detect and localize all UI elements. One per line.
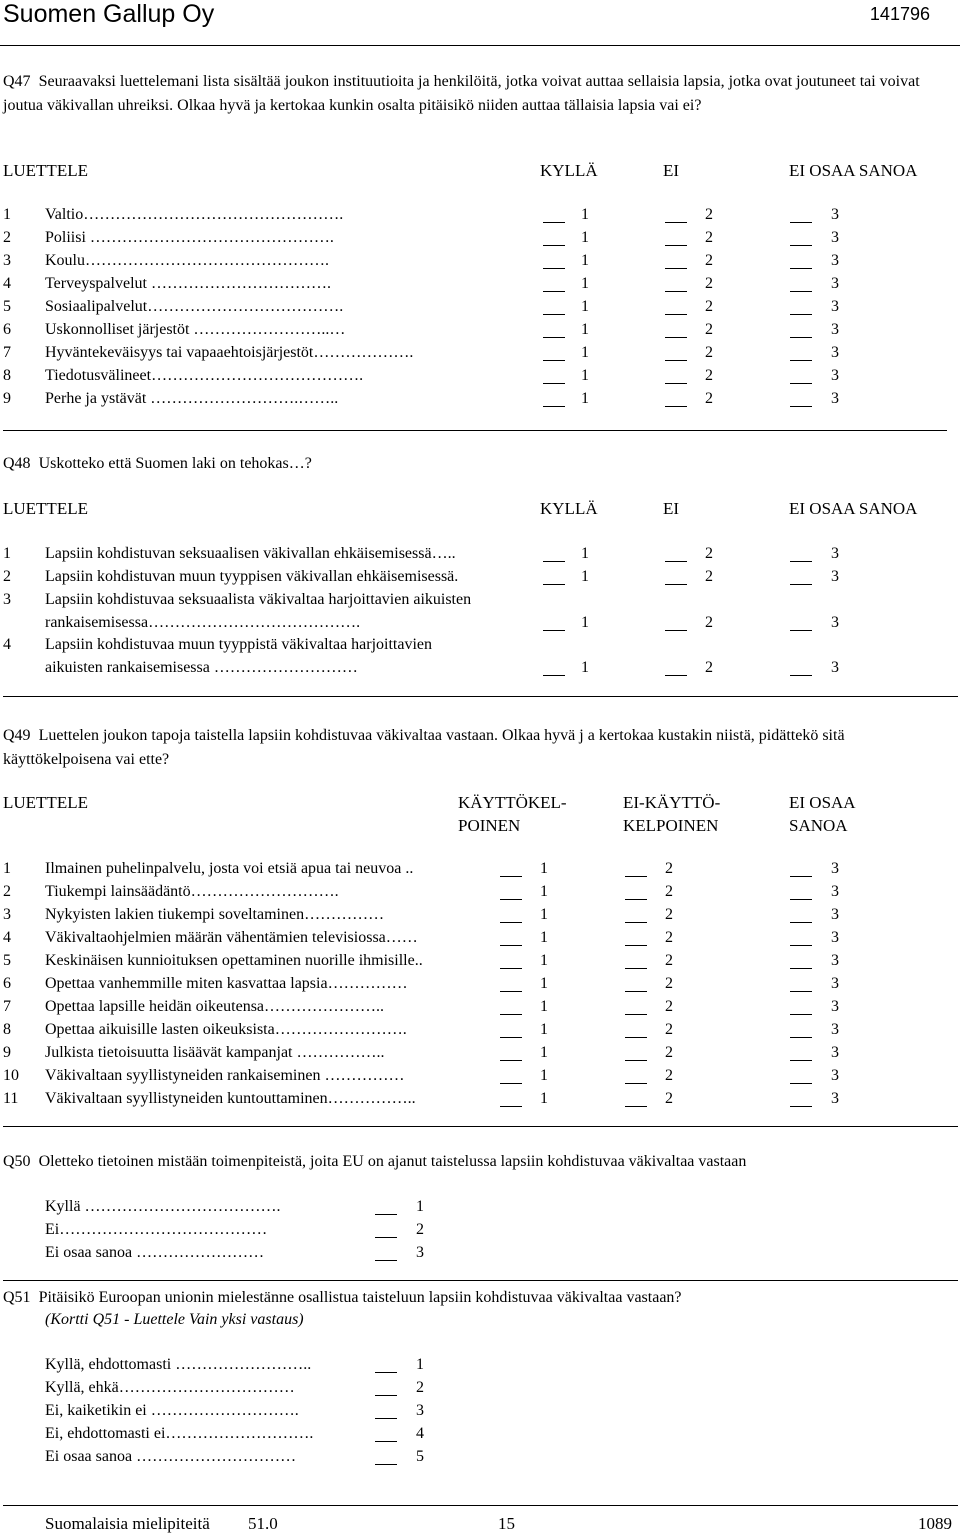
- option-label: Kyllä ……………………………….: [45, 1198, 281, 1215]
- answer-code: 2: [665, 1044, 673, 1061]
- answer-code: 1: [581, 344, 589, 361]
- row-number: 1: [3, 860, 11, 877]
- answer-code: 2: [665, 975, 673, 992]
- answer-blank[interactable]: [790, 862, 812, 877]
- q47-col-ei: EI: [663, 161, 680, 180]
- row-label-cont: rankaisemisessa………………………………….: [45, 614, 361, 631]
- answer-blank[interactable]: [665, 208, 687, 223]
- answer-blank[interactable]: [790, 547, 812, 562]
- answer-code: 2: [665, 952, 673, 969]
- answer-blank[interactable]: [625, 1092, 647, 1107]
- option-label: Ei, kaiketikin ei ……………………….: [45, 1402, 299, 1419]
- row-number: 2: [3, 229, 11, 246]
- answer-blank[interactable]: [543, 277, 565, 292]
- answer-code: 1: [581, 659, 589, 676]
- answer-code: 3: [831, 568, 839, 585]
- answer-code: 2: [665, 1090, 673, 1107]
- answer-blank[interactable]: [790, 254, 812, 269]
- row-number: 9: [3, 1044, 11, 1061]
- answer-code: 1: [581, 321, 589, 338]
- row-label: Ilmainen puhelinpalvelu, josta voi etsiä apua tai neuvoa ..: [45, 860, 414, 877]
- q51-note: (Kortti Q51 - Luettele Vain yksi vastaus): [45, 1311, 304, 1328]
- row-number: 4: [3, 929, 11, 946]
- row-label: Julkista tietoisuutta lisäävät kampanjat ……………..: [45, 1044, 385, 1061]
- q48-col-eos: EI OSAA SANOA: [789, 499, 918, 518]
- answer-code: 3: [831, 1044, 839, 1061]
- answer-blank[interactable]: [625, 1023, 647, 1038]
- answer-blank[interactable]: [543, 547, 565, 562]
- row-label: Perhe ja ystävät ……………………….……..: [45, 390, 339, 407]
- row-label: Nykyisten lakien tiukempi soveltaminen……………: [45, 906, 385, 923]
- row-number: 3: [3, 252, 11, 269]
- answer-code: 1: [581, 298, 589, 315]
- answer-code: 1: [540, 883, 548, 900]
- option-code: 3: [416, 1244, 424, 1261]
- q49-col1-line2: POINEN: [458, 816, 521, 835]
- q50-id: Q50: [3, 1153, 31, 1170]
- answer-blank[interactable]: [665, 323, 687, 338]
- answer-blank[interactable]: [543, 300, 565, 315]
- document-code: 141796: [869, 4, 930, 24]
- answer-blank[interactable]: [790, 1046, 812, 1061]
- answer-blank[interactable]: [543, 208, 565, 223]
- answer-code: 3: [831, 1021, 839, 1038]
- option-label: Ei, ehdottomasti ei……………………….: [45, 1425, 314, 1442]
- answer-code: 3: [831, 1067, 839, 1084]
- answer-blank[interactable]: [790, 231, 812, 246]
- answer-blank[interactable]: [543, 346, 565, 361]
- answer-code: 2: [705, 298, 713, 315]
- answer-blank[interactable]: [665, 300, 687, 315]
- answer-code: 1: [540, 860, 548, 877]
- answer-blank[interactable]: [625, 885, 647, 900]
- answer-code: 3: [831, 1090, 839, 1107]
- answer-blank[interactable]: [665, 547, 687, 562]
- row-number: 4: [3, 275, 11, 292]
- q47-col-eos: EI OSAA SANOA: [789, 161, 918, 180]
- answer-code: 1: [581, 252, 589, 269]
- answer-code: 1: [581, 390, 589, 407]
- row-number: 7: [3, 344, 11, 361]
- q48-col-kylla: KYLLÄ: [540, 499, 598, 518]
- answer-blank[interactable]: [790, 323, 812, 338]
- row-number: 4: [3, 636, 11, 653]
- row-label-cont: aikuisten rankaisemisessa ………………………: [45, 659, 358, 676]
- answer-code: 2: [705, 206, 713, 223]
- answer-blank[interactable]: [790, 661, 812, 676]
- answer-blank[interactable]: [625, 1046, 647, 1061]
- row-number: 1: [3, 206, 11, 223]
- option-code: 1: [416, 1198, 424, 1215]
- row-number: 5: [3, 298, 11, 315]
- q48-col-ei: EI: [663, 499, 680, 518]
- answer-blank[interactable]: [375, 1223, 397, 1238]
- footer-code: 1089: [918, 1514, 952, 1533]
- answer-code: 3: [831, 298, 839, 315]
- option-code: 5: [416, 1448, 424, 1465]
- answer-blank[interactable]: [500, 1046, 522, 1061]
- row-label: Sosiaalipalvelut……………………………….: [45, 298, 344, 315]
- answer-code: 1: [540, 906, 548, 923]
- q49-text: Luettelen joukon tapoja taistella lapsiin kohdistuvaa väkivaltaa vastaan. Olkaa hyvä j a kertokaa kustakin niistä, pidättekö sitä käyttökelpoisena vai ette?: [3, 727, 845, 768]
- answer-code: 1: [581, 367, 589, 384]
- answer-code: 2: [665, 998, 673, 1015]
- answer-code: 3: [831, 952, 839, 969]
- answer-blank[interactable]: [375, 1404, 397, 1419]
- row-number: 3: [3, 906, 11, 923]
- row-label: Koulu……………………………………….: [45, 252, 329, 269]
- answer-blank[interactable]: [375, 1381, 397, 1396]
- answer-code: 2: [665, 883, 673, 900]
- row-label: Keskinäisen kunnioituksen opettaminen nuorille ihmisille..: [45, 952, 423, 969]
- answer-blank[interactable]: [625, 908, 647, 923]
- answer-code: 1: [540, 975, 548, 992]
- answer-blank[interactable]: [665, 570, 687, 585]
- answer-blank[interactable]: [625, 977, 647, 992]
- answer-blank[interactable]: [790, 1092, 812, 1107]
- row-label: Tiukempi lainsäädäntö……………………….: [45, 883, 339, 900]
- row-label: Hyväntekeväisyys tai vapaaehtoisjärjestöt……………….: [45, 344, 414, 361]
- option-code: 3: [416, 1402, 424, 1419]
- row-number: 2: [3, 883, 11, 900]
- answer-blank[interactable]: [500, 1069, 522, 1084]
- answer-blank[interactable]: [665, 616, 687, 631]
- answer-blank[interactable]: [543, 369, 565, 384]
- answer-code: 1: [540, 1044, 548, 1061]
- option-label: Ei osaa sanoa …………………………: [45, 1448, 297, 1465]
- option-label: Ei…………………………………: [45, 1221, 268, 1238]
- q50-rule: [3, 1280, 958, 1281]
- answer-blank[interactable]: [665, 392, 687, 407]
- row-label: Valtio………………………………………….: [45, 206, 344, 223]
- row-label: Poliisi ……………………………………….: [45, 229, 334, 246]
- answer-blank[interactable]: [665, 661, 687, 676]
- answer-blank[interactable]: [790, 1000, 812, 1015]
- answer-blank[interactable]: [665, 231, 687, 246]
- answer-blank[interactable]: [790, 977, 812, 992]
- answer-code: 1: [581, 614, 589, 631]
- row-number: 9: [3, 390, 11, 407]
- answer-code: 1: [581, 545, 589, 562]
- row-label: Lapsiin kohdistuvan seksuaalisen väkivallan ehkäisemisessä…..: [45, 545, 456, 562]
- answer-code: 2: [705, 275, 713, 292]
- row-label: Väkivaltaan syyllistyneiden rankaiseminen ……………: [45, 1067, 405, 1084]
- answer-blank[interactable]: [375, 1358, 397, 1373]
- q51-text: Pitäisikö Euroopan unionin mielestänne osallistua taisteluun lapsiin kohdistuvaa väkivaltaa vastaan?: [38, 1289, 682, 1306]
- option-code: 1: [416, 1356, 424, 1373]
- answer-blank[interactable]: [543, 570, 565, 585]
- row-number: 2: [3, 568, 11, 585]
- q49-id: Q49: [3, 727, 31, 744]
- answer-code: 3: [831, 860, 839, 877]
- answer-code: 1: [581, 229, 589, 246]
- answer-blank[interactable]: [790, 616, 812, 631]
- q47-rule: [3, 430, 947, 431]
- q49-col3-line2: SANOA: [789, 816, 848, 835]
- header-rule: [0, 45, 960, 46]
- option-code: 4: [416, 1425, 424, 1442]
- q51-id: Q51: [3, 1289, 31, 1306]
- answer-blank[interactable]: [790, 931, 812, 946]
- answer-code: 1: [581, 568, 589, 585]
- row-number: 11: [3, 1090, 19, 1107]
- q49-col2-line1: EI-KÄYTTÖ-: [623, 793, 721, 812]
- answer-blank[interactable]: [543, 661, 565, 676]
- answer-blank[interactable]: [500, 977, 522, 992]
- q47-question: [3, 70, 953, 118]
- row-label: Lapsiin kohdistuvan muun tyyppisen väkivallan ehkäisemisessä.: [45, 568, 459, 585]
- answer-blank[interactable]: [790, 369, 812, 384]
- answer-blank[interactable]: [790, 277, 812, 292]
- answer-blank[interactable]: [500, 1023, 522, 1038]
- row-number: 5: [3, 952, 11, 969]
- q47-col-kylla: KYLLÄ: [540, 161, 598, 180]
- answer-blank[interactable]: [625, 862, 647, 877]
- option-label: Kyllä, ehkä……………………………: [45, 1379, 295, 1396]
- answer-code: 3: [831, 998, 839, 1015]
- footer-rule: [3, 1505, 958, 1506]
- answer-code: 2: [705, 252, 713, 269]
- row-label: Väkivaltaohjelmien määrän vähentämien televisiossa……: [45, 929, 418, 946]
- answer-blank[interactable]: [625, 954, 647, 969]
- answer-blank[interactable]: [543, 616, 565, 631]
- answer-blank[interactable]: [790, 954, 812, 969]
- answer-blank[interactable]: [543, 254, 565, 269]
- answer-blank[interactable]: [500, 931, 522, 946]
- answer-code: 3: [831, 614, 839, 631]
- row-number: 8: [3, 1021, 11, 1038]
- answer-blank[interactable]: [543, 392, 565, 407]
- q47-id: Q47: [3, 73, 31, 90]
- answer-code: 1: [540, 998, 548, 1015]
- answer-code: 3: [831, 975, 839, 992]
- footer-page: 15: [498, 1514, 515, 1533]
- answer-code: 3: [831, 545, 839, 562]
- answer-code: 2: [705, 614, 713, 631]
- row-label: Lapsiin kohdistuvaa muun tyyppistä väkivaltaa harjoittavien: [45, 636, 433, 653]
- q48-text: Uskotteko että Suomen laki on tehokas…?: [38, 455, 312, 472]
- answer-blank[interactable]: [790, 1023, 812, 1038]
- answer-code: 2: [705, 321, 713, 338]
- answer-code: 1: [540, 952, 548, 969]
- answer-code: 2: [665, 860, 673, 877]
- answer-blank[interactable]: [543, 323, 565, 338]
- answer-code: 1: [540, 1067, 548, 1084]
- row-number: 1: [3, 545, 11, 562]
- answer-blank[interactable]: [790, 908, 812, 923]
- q48-question: [3, 455, 312, 473]
- answer-code: 2: [705, 229, 713, 246]
- answer-code: 2: [665, 1067, 673, 1084]
- answer-code: 2: [705, 659, 713, 676]
- answer-code: 1: [581, 206, 589, 223]
- answer-code: 3: [831, 275, 839, 292]
- answer-blank[interactable]: [500, 954, 522, 969]
- option-label: Kyllä, ehdottomasti ……………………..: [45, 1356, 312, 1373]
- answer-code: 2: [665, 1021, 673, 1038]
- q49-luettele: LUETTELE: [3, 793, 88, 812]
- q49-col3-line1: EI OSAA: [789, 793, 856, 812]
- row-number: 6: [3, 321, 11, 338]
- q49-col2-line2: KELPOINEN: [623, 816, 719, 835]
- q48-id: Q48: [3, 455, 31, 472]
- row-label: Opettaa lapsille heidän oikeutensa…………………..: [45, 998, 385, 1015]
- row-label: Uskonnolliset järjestöt ……………………..…: [45, 321, 346, 338]
- row-number: 8: [3, 367, 11, 384]
- answer-code: 3: [831, 929, 839, 946]
- answer-code: 2: [665, 906, 673, 923]
- q50-text: Oletteko tietoinen mistään toimenpiteistä, joita EU on ajanut taistelussa lapsiin kohdistuvaa väkivaltaa vastaan: [38, 1153, 747, 1170]
- answer-blank[interactable]: [500, 1000, 522, 1015]
- answer-blank[interactable]: [790, 1069, 812, 1084]
- answer-blank[interactable]: [790, 208, 812, 223]
- answer-code: 2: [705, 390, 713, 407]
- answer-code: 2: [705, 344, 713, 361]
- answer-blank[interactable]: [500, 885, 522, 900]
- row-number: 10: [3, 1067, 19, 1084]
- q48-rule: [3, 696, 958, 697]
- answer-code: 3: [831, 367, 839, 384]
- answer-code: 3: [831, 883, 839, 900]
- row-label: Terveyspalvelut …………………………….: [45, 275, 331, 292]
- answer-blank[interactable]: [543, 231, 565, 246]
- option-code: 2: [416, 1379, 424, 1396]
- answer-code: 3: [831, 906, 839, 923]
- q47-text: Seuraavaksi luettelemani lista sisältää joukon instituutioita ja henkilöitä, jotka voivat auttaa sellaisia lapsia, jotka ovat joutuneet tai voivat joutua väkivallan uhreiksi. Olkaa hyvä ja kertokaa kunkin osalta pitäisikö niiden auttaa tällaisia lapsia vai ei?: [3, 73, 920, 114]
- q47-luettele: LUETTELE: [3, 161, 88, 180]
- row-label: Tiedotusvälineet………………………………….: [45, 367, 364, 384]
- answer-blank[interactable]: [625, 1000, 647, 1015]
- answer-code: 3: [831, 206, 839, 223]
- footer-version: 51.0: [248, 1514, 278, 1533]
- row-label: Väkivaltaan syyllistyneiden kuntouttaminen……………..: [45, 1090, 416, 1107]
- q48-luettele: LUETTELE: [3, 499, 88, 518]
- answer-code: 3: [831, 321, 839, 338]
- option-label: Ei osaa sanoa ……………………: [45, 1244, 265, 1261]
- answer-blank[interactable]: [375, 1246, 397, 1261]
- answer-code: 1: [540, 929, 548, 946]
- answer-blank[interactable]: [375, 1200, 397, 1215]
- answer-code: 3: [831, 229, 839, 246]
- answer-blank[interactable]: [665, 346, 687, 361]
- answer-code: 2: [705, 568, 713, 585]
- answer-code: 3: [831, 252, 839, 269]
- answer-code: 1: [540, 1090, 548, 1107]
- row-number: 6: [3, 975, 11, 992]
- row-label: Lapsiin kohdistuvaa seksuaalista väkivaltaa harjoittavien aikuisten: [45, 591, 472, 608]
- row-number: 7: [3, 998, 11, 1015]
- q50-question: [3, 1153, 746, 1171]
- q49-rule: [3, 1126, 958, 1127]
- answer-blank[interactable]: [790, 885, 812, 900]
- q49-question: [3, 724, 953, 772]
- row-label: Opettaa vanhemmille miten kasvattaa lapsia……………: [45, 975, 408, 992]
- answer-blank[interactable]: [790, 392, 812, 407]
- answer-code: 2: [665, 929, 673, 946]
- answer-blank[interactable]: [790, 300, 812, 315]
- company-name: Suomen Gallup Oy: [3, 0, 215, 28]
- footer-title: Suomalaisia mielipiteitä: [45, 1514, 210, 1533]
- answer-code: 1: [540, 1021, 548, 1038]
- answer-code: 2: [705, 545, 713, 562]
- q51-question: [3, 1289, 682, 1307]
- answer-code: 2: [705, 367, 713, 384]
- answer-code: 3: [831, 344, 839, 361]
- answer-blank[interactable]: [500, 862, 522, 877]
- answer-blank[interactable]: [625, 1069, 647, 1084]
- row-label: Opettaa aikuisille lasten oikeuksista…………………….: [45, 1021, 407, 1038]
- answer-blank[interactable]: [375, 1450, 397, 1465]
- option-code: 2: [416, 1221, 424, 1238]
- answer-blank[interactable]: [665, 254, 687, 269]
- answer-blank[interactable]: [625, 931, 647, 946]
- answer-blank[interactable]: [375, 1427, 397, 1442]
- answer-blank[interactable]: [665, 277, 687, 292]
- answer-blank[interactable]: [500, 908, 522, 923]
- answer-code: 1: [581, 275, 589, 292]
- answer-code: 3: [831, 390, 839, 407]
- answer-blank[interactable]: [790, 570, 812, 585]
- answer-blank[interactable]: [500, 1092, 522, 1107]
- answer-blank[interactable]: [790, 346, 812, 361]
- answer-code: 3: [831, 659, 839, 676]
- answer-blank[interactable]: [665, 369, 687, 384]
- q49-col1-line1: KÄYTTÖKEL-: [458, 793, 567, 812]
- row-number: 3: [3, 591, 11, 608]
